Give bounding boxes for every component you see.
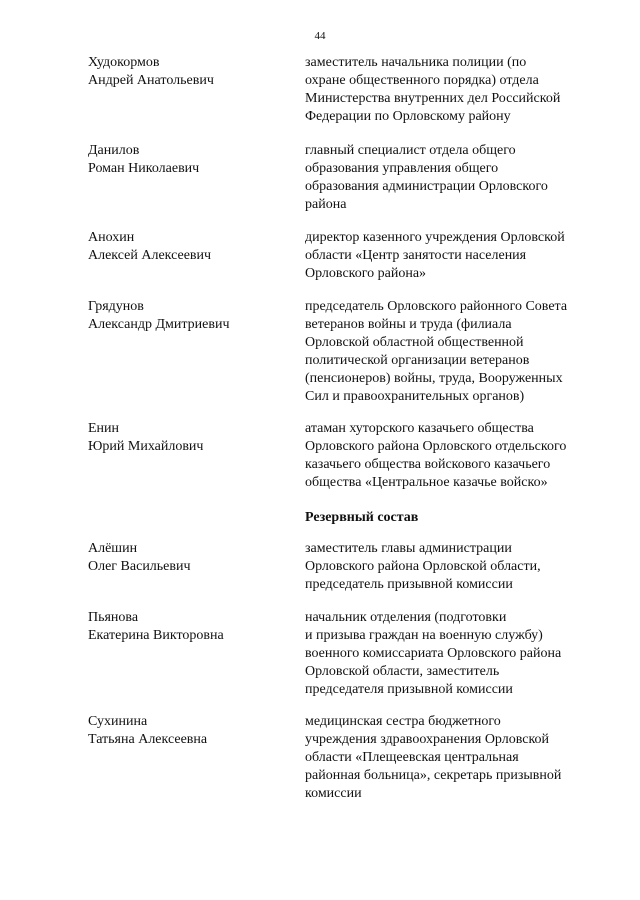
member-given-names: Татьяна Алексеевна: [88, 732, 208, 747]
member-name: [88, 298, 288, 334]
member-given-names: Роман Николаевич: [88, 161, 200, 176]
member-name: [88, 540, 288, 576]
position-line: образования администрации Орловского: [305, 179, 548, 194]
position-line: заместитель главы администрации: [305, 541, 512, 556]
member-given-names: Юрий Михайлович: [88, 439, 204, 454]
position-line: заместитель начальника полиции (по: [305, 55, 527, 70]
position-line: медицинская сестра бюджетного: [305, 714, 501, 729]
member-surname: Худокормов: [88, 55, 160, 70]
position-line: Сил и правоохранительных органов): [305, 389, 525, 404]
member-given-names: Олег Васильевич: [88, 559, 191, 574]
member-name: [88, 713, 288, 749]
position-line: директор казенного учреждения Орловской: [305, 230, 565, 245]
member-name: [88, 609, 288, 645]
member-surname: Алёшин: [88, 541, 138, 556]
position-line: области «Плещеевская центральная: [305, 750, 519, 765]
position-line: начальник отделения (подготовки: [305, 610, 507, 625]
member-surname: Сухинина: [88, 714, 148, 729]
position-line: Орловского района Орловского отдельского: [305, 439, 567, 454]
member-position: [305, 540, 615, 594]
member-surname: Енин: [88, 421, 120, 436]
position-line: военного комиссариата Орловского района: [305, 646, 562, 661]
position-line: Орловского района»: [305, 266, 427, 281]
member-name: [88, 229, 288, 265]
position-line: Орловской области, заместитель: [305, 664, 500, 679]
member-position: [305, 54, 615, 126]
member-position: [305, 298, 615, 406]
position-line: комиссии: [305, 786, 362, 801]
member-position: [305, 420, 615, 492]
position-line: политической организации ветеранов: [305, 353, 530, 368]
position-line: (пенсионеров) войны, труда, Вооруженных: [305, 371, 563, 386]
position-line: Министерства внутренних дел Российской: [305, 91, 561, 106]
member-surname: Пьянова: [88, 610, 139, 625]
position-line: учреждения здравоохранения Орловской: [305, 732, 550, 747]
member-surname: Данилов: [88, 143, 140, 158]
member-position: [305, 609, 615, 699]
position-line: охране общественного порядка) отдела: [305, 73, 539, 88]
position-line: Федерации по Орловскому району: [305, 109, 511, 124]
member-given-names: Екатерина Викторовна: [88, 628, 224, 643]
position-line: образования управления общего: [305, 161, 499, 176]
position-line: ветеранов войны и труда (филиала: [305, 317, 512, 332]
member-position: [305, 713, 615, 803]
position-line: области «Центр занятости населения: [305, 248, 527, 263]
reserve-section-heading: Резервный состав: [305, 510, 419, 525]
position-line: председатель призывной комиссии: [305, 577, 513, 592]
position-line: общества «Центральное казачье войско»: [305, 475, 548, 490]
member-name: [88, 54, 288, 90]
member-surname: Анохин: [88, 230, 135, 245]
page-number: 44: [314, 30, 326, 42]
member-name: [88, 420, 288, 456]
position-line: Орловской областной общественной: [305, 335, 524, 350]
position-line: председатель Орловского районного Совета: [305, 299, 568, 314]
position-line: атаман хуторского казачьего общества: [305, 421, 534, 436]
position-line: Орловского района Орловской области,: [305, 559, 541, 574]
member-name: [88, 142, 288, 178]
member-given-names: Андрей Анатольевич: [88, 73, 214, 88]
position-line: района: [305, 197, 347, 212]
member-position: [305, 229, 615, 283]
member-position: [305, 142, 615, 214]
member-given-names: Александр Дмитриевич: [88, 317, 230, 332]
position-line: председателя призывной комиссии: [305, 682, 513, 697]
member-given-names: Алексей Алексеевич: [88, 248, 212, 263]
position-line: и призыва граждан на военную службу): [305, 628, 543, 643]
position-line: районная больница», секретарь призывной: [305, 768, 562, 783]
position-line: главный специалист отдела общего: [305, 143, 516, 158]
position-line: казачьего общества войскового казачьего: [305, 457, 551, 472]
member-surname: Грядунов: [88, 299, 144, 314]
